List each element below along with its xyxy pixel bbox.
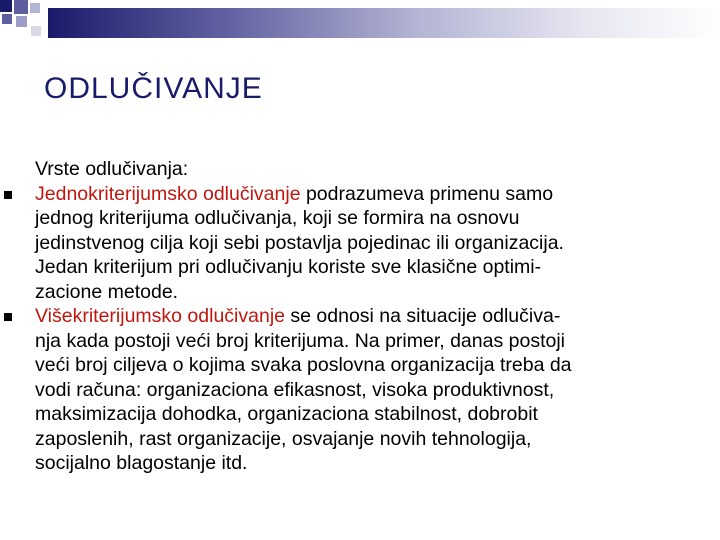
bullet-line: nja kada postoji veći broj kriterijuma. Na primer, danas postoji <box>35 329 565 352</box>
header-gradient-bar <box>48 8 720 38</box>
square-bullet-icon <box>4 313 12 321</box>
bullet-line: socijalno blagostanje itd. <box>35 452 248 474</box>
bullet-line: Jedan kriterijum pri odlučivanju koriste sve klasične optimi- <box>35 256 542 278</box>
bullet-line: vodi računa: organizaciona efikasnost, visoka produktivnost, <box>35 378 555 401</box>
slide-content <box>35 157 705 476</box>
bullet-text: se odnosi na situacije odlučiva- <box>285 305 561 327</box>
bullet-line <box>35 304 705 329</box>
square-bullet-icon <box>4 191 12 199</box>
highlighted-term: Višekriterijumsko odlučivanje <box>35 305 285 327</box>
bullet-line <box>35 182 705 207</box>
bullet-text: podrazumeva primenu samo <box>300 182 554 205</box>
bullet-line: zacione metode. <box>35 280 179 303</box>
highlighted-term: Jednokriterijumsko odlučivanje <box>35 182 301 205</box>
bullet-item-multi-criterion <box>35 304 705 476</box>
bullet-line: maksimizacija dohodka, organizaciona stabilnost, dobrobit <box>35 403 538 425</box>
bullet-line: jednog kriterijuma odlučivanja, koji se formira na osnovu <box>35 207 520 229</box>
bullet-line: veći broj ciljeva o kojima svaka poslovna organizacija treba da <box>35 354 572 376</box>
bullet-item-single-criterion <box>35 182 705 305</box>
bullet-line: jedinstvenog cilja koji sebi postavlja pojedinac ili organizacija. <box>35 231 564 254</box>
intro-text: Vrste odlučivanja: <box>35 158 189 180</box>
slide-title: ODLUČIVANJE <box>44 72 263 105</box>
bullet-line: zaposlenih, rast organizacije, osvajanje novih tehnologija, <box>35 427 532 450</box>
